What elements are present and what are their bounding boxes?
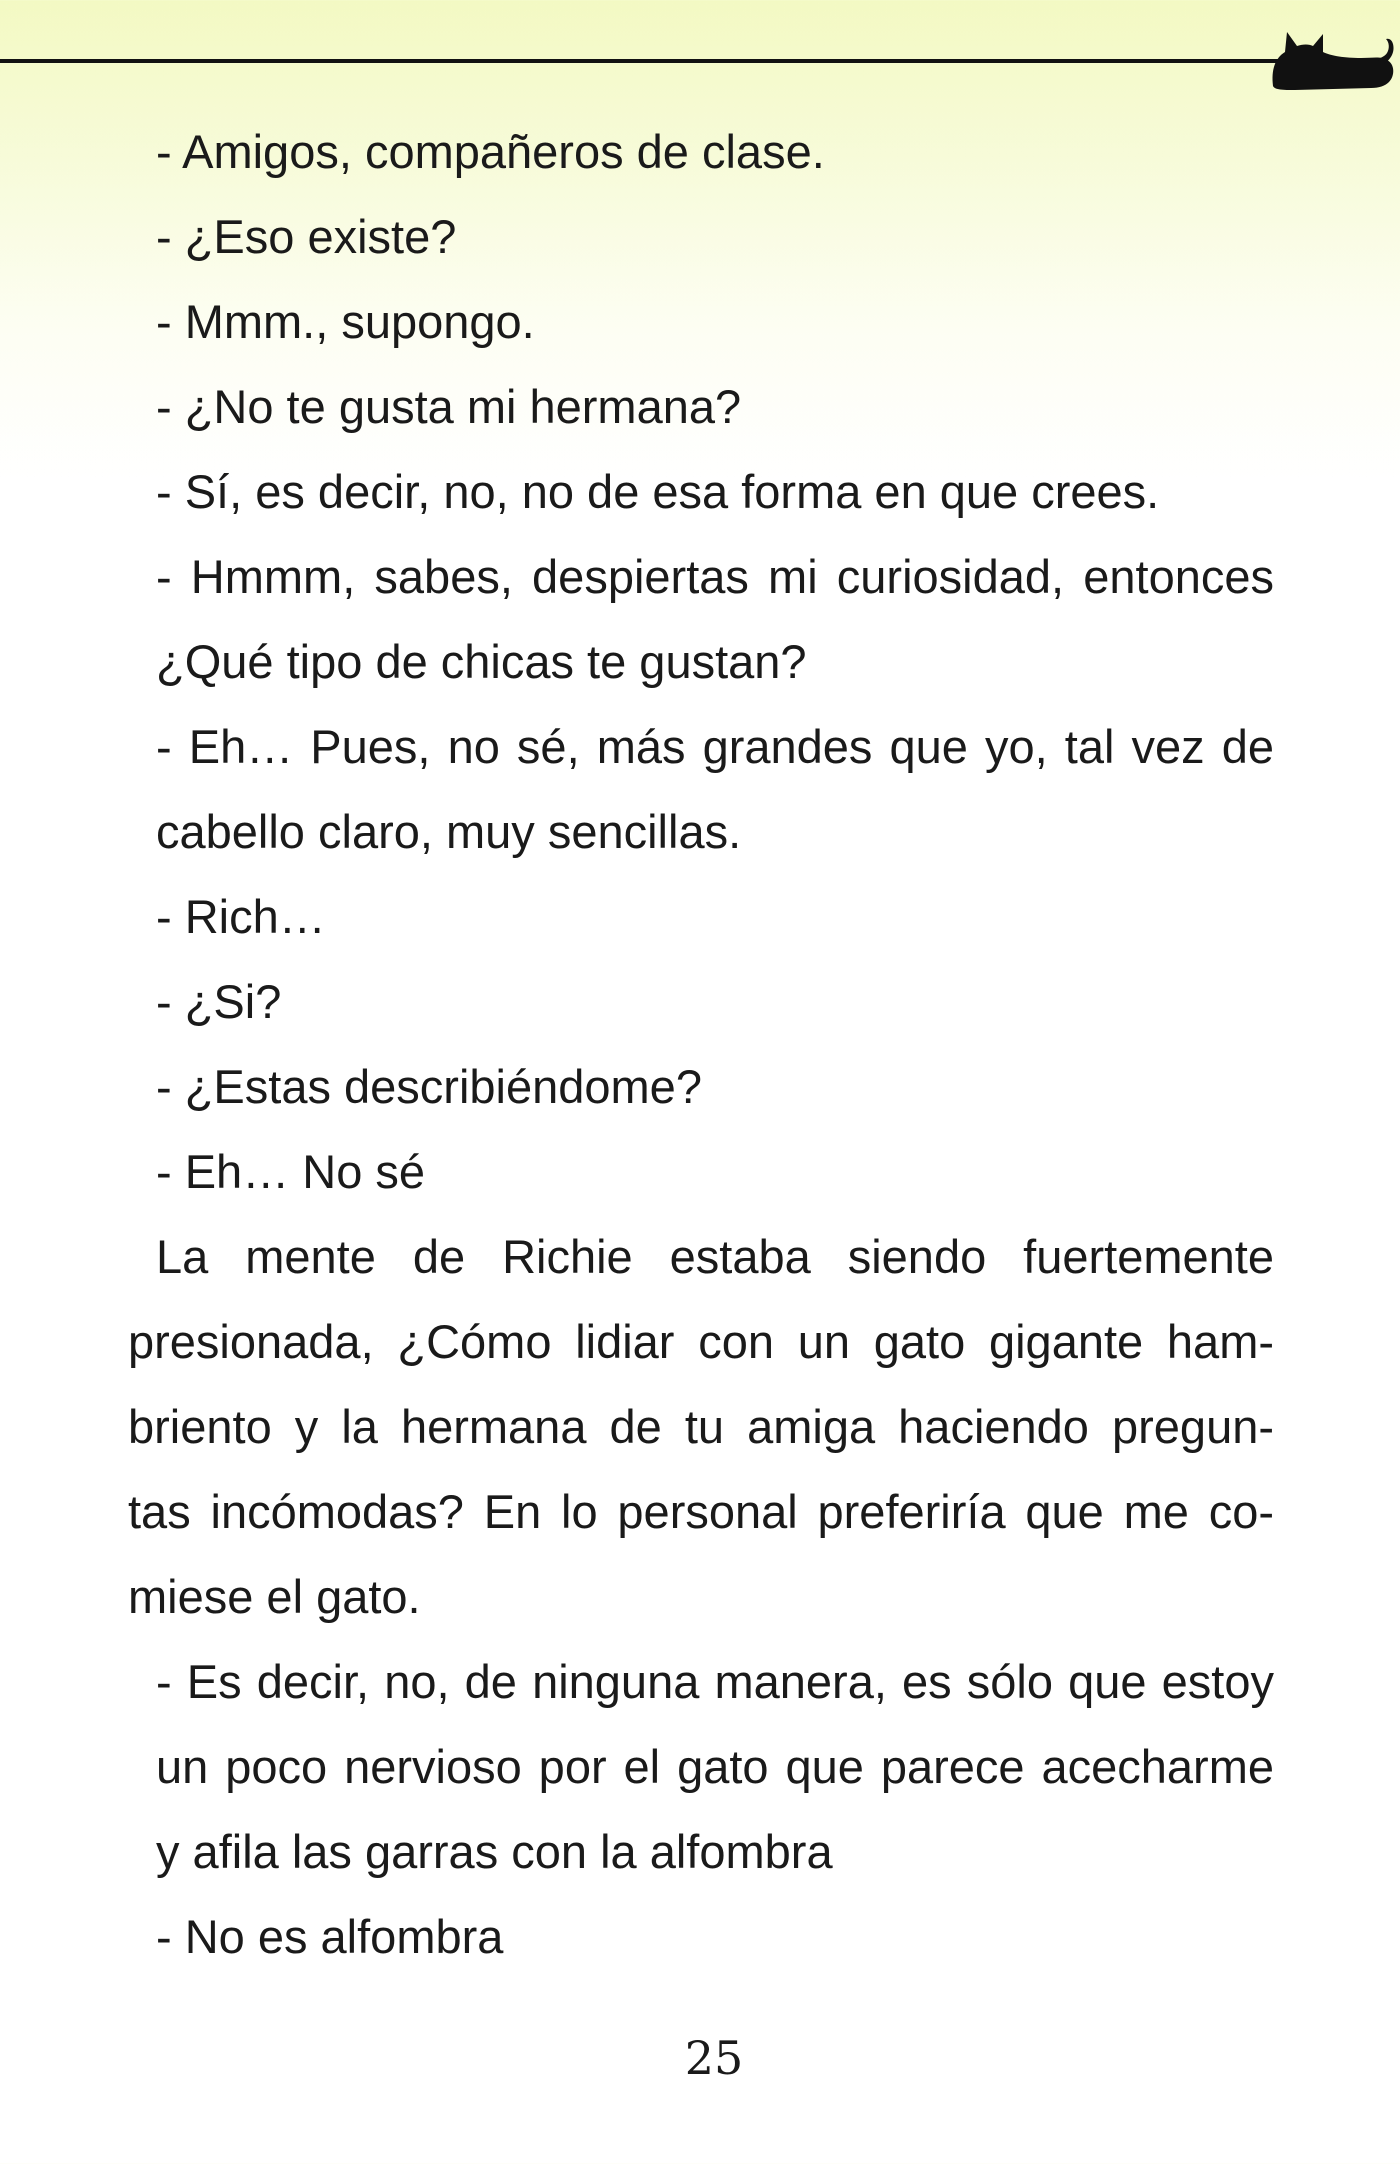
header-rule xyxy=(0,59,1285,63)
dialogue-line: - Hmmm, sabes, despiertas mi curiosidad, entonces xyxy=(156,550,1274,603)
narration-line: tas incómodas? En lo personal preferiría que me co- xyxy=(128,1485,1274,1538)
dialogue-line: un poco nervioso por el gato que parece acecharme xyxy=(156,1740,1274,1793)
dialogue-line: y afila las garras con la alfombra xyxy=(156,1825,833,1878)
page-number: 25 xyxy=(684,2031,744,2085)
dialogue-line: - ¿Estas describiéndome? xyxy=(156,1060,702,1113)
narration-line: briento y la hermana de tu amiga haciendo pregun- xyxy=(128,1400,1274,1453)
dialogue-line: - Amigos, compañeros de clase. xyxy=(156,125,825,178)
dialogue-line: cabello claro, muy sencillas. xyxy=(156,805,742,858)
dialogue-line: - ¿No te gusta mi hermana? xyxy=(156,380,742,433)
dialogue-line: ¿Qué tipo de chicas te gustan? xyxy=(156,635,807,688)
dialogue-line: - Sí, es decir, no, no de esa forma en que crees. xyxy=(156,465,1160,518)
dialogue-line: - Eh… Pues, no sé, más grandes que yo, tal vez de xyxy=(156,720,1274,773)
narration-line: miese el gato. xyxy=(128,1570,421,1623)
dialogue-line: - Rich… xyxy=(156,890,326,943)
dialogue-line: - ¿Si? xyxy=(156,975,282,1028)
narration-line: presionada, ¿Cómo lidiar con un gato gigante ham- xyxy=(128,1315,1274,1368)
dialogue-line: - Eh… No sé xyxy=(156,1145,426,1198)
dialogue-line: - ¿Eso existe? xyxy=(156,210,457,263)
narration-line: La mente de Richie estaba siendo fuertemente xyxy=(156,1230,1274,1283)
dialogue-line: - Es decir, no, de ninguna manera, es sólo que estoy xyxy=(156,1655,1274,1708)
dialogue-line: - No es alfombra xyxy=(156,1910,504,1963)
dialogue-line: - Mmm., supongo. xyxy=(156,295,535,348)
cat-silhouette-icon xyxy=(1265,20,1400,95)
